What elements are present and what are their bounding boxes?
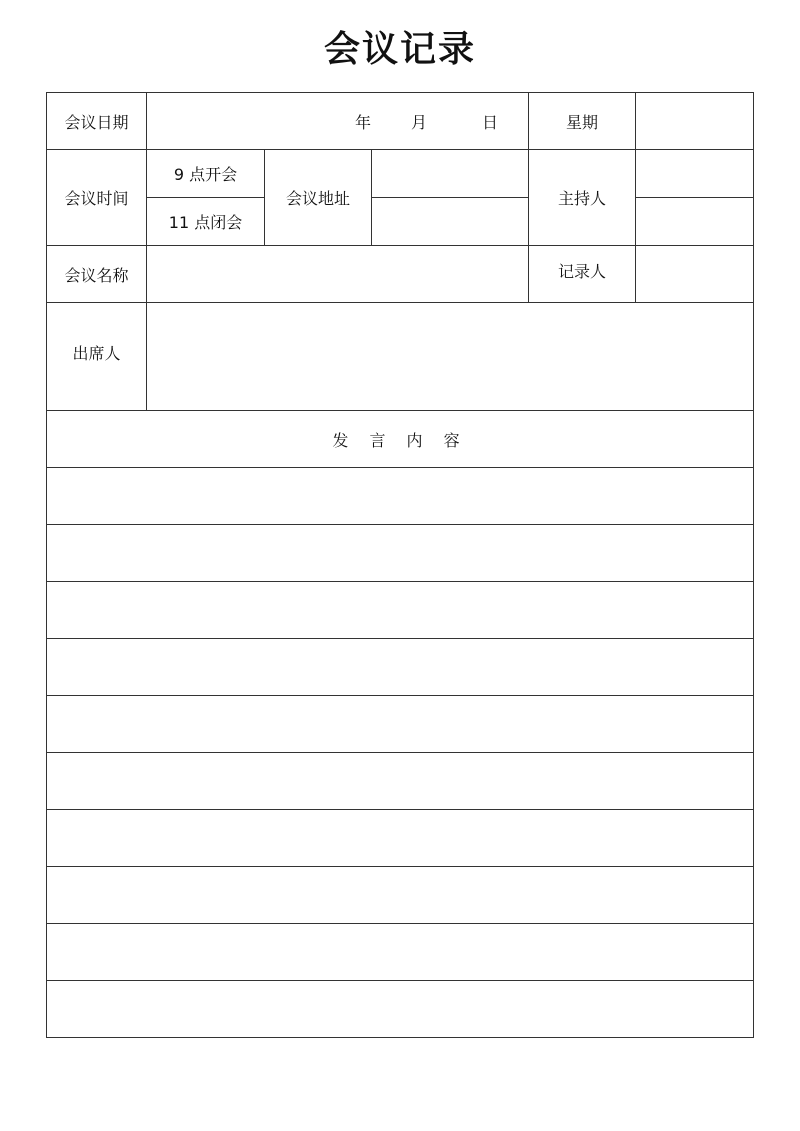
row-content-heading: [47, 411, 754, 468]
field-open-time[interactable]: 9 点开会: [147, 150, 265, 198]
label-meeting-date: 会议日期: [47, 93, 147, 150]
field-meeting-name[interactable]: [147, 246, 529, 303]
content-line-field[interactable]: [47, 582, 754, 639]
label-weekday: 星期: [529, 93, 636, 150]
label-month: 月: [410, 112, 427, 132]
content-line: [47, 810, 754, 867]
content-line: [47, 639, 754, 696]
content-line-field[interactable]: [47, 696, 754, 753]
content-line-field[interactable]: [47, 924, 754, 981]
row-date: [47, 93, 754, 150]
content-line-field[interactable]: [47, 639, 754, 696]
label-meeting-time: 会议时间: [47, 150, 147, 246]
label-recorder-text: 记录人: [557, 261, 606, 281]
content-line: [47, 981, 754, 1038]
field-attendees[interactable]: [147, 303, 754, 411]
field-close-time[interactable]: 11 点闭会: [147, 198, 265, 246]
meeting-record-form: [46, 92, 754, 1038]
field-location-2[interactable]: [372, 198, 529, 246]
page-title: 会议记录: [323, 28, 476, 70]
label-location: 会议地址: [265, 150, 372, 246]
field-location-1[interactable]: [372, 150, 529, 198]
content-heading: 发 言 内 容: [47, 411, 754, 468]
content-line: [47, 867, 754, 924]
content-line-field[interactable]: [47, 981, 754, 1038]
row-attendees: [47, 303, 754, 411]
label-attendees: [47, 303, 147, 411]
content-line-field[interactable]: [47, 867, 754, 924]
label-host: 主持人: [529, 150, 636, 246]
label-meeting-name: 会议名称: [47, 246, 147, 303]
content-line: [47, 696, 754, 753]
content-line: [47, 924, 754, 981]
field-host-2[interactable]: [636, 198, 754, 246]
content-line-field[interactable]: [47, 468, 754, 525]
content-line: [47, 582, 754, 639]
label-recorder: [529, 246, 636, 303]
content-line-field[interactable]: [47, 525, 754, 582]
label-year: 年: [354, 112, 371, 132]
row-time-lower: [47, 198, 754, 246]
content-line: [47, 525, 754, 582]
content-line: [47, 753, 754, 810]
field-recorder[interactable]: [636, 246, 754, 303]
field-weekday[interactable]: [636, 93, 754, 150]
field-host-1[interactable]: [636, 150, 754, 198]
content-line-field[interactable]: [47, 753, 754, 810]
row-time-upper: [47, 150, 754, 198]
content-line: [47, 468, 754, 525]
field-meeting-date[interactable]: [147, 93, 529, 150]
label-attendees-text: 出席人: [72, 344, 121, 363]
row-meeting-name: [47, 246, 754, 303]
label-day: 日: [481, 112, 498, 132]
content-line-field[interactable]: [47, 810, 754, 867]
